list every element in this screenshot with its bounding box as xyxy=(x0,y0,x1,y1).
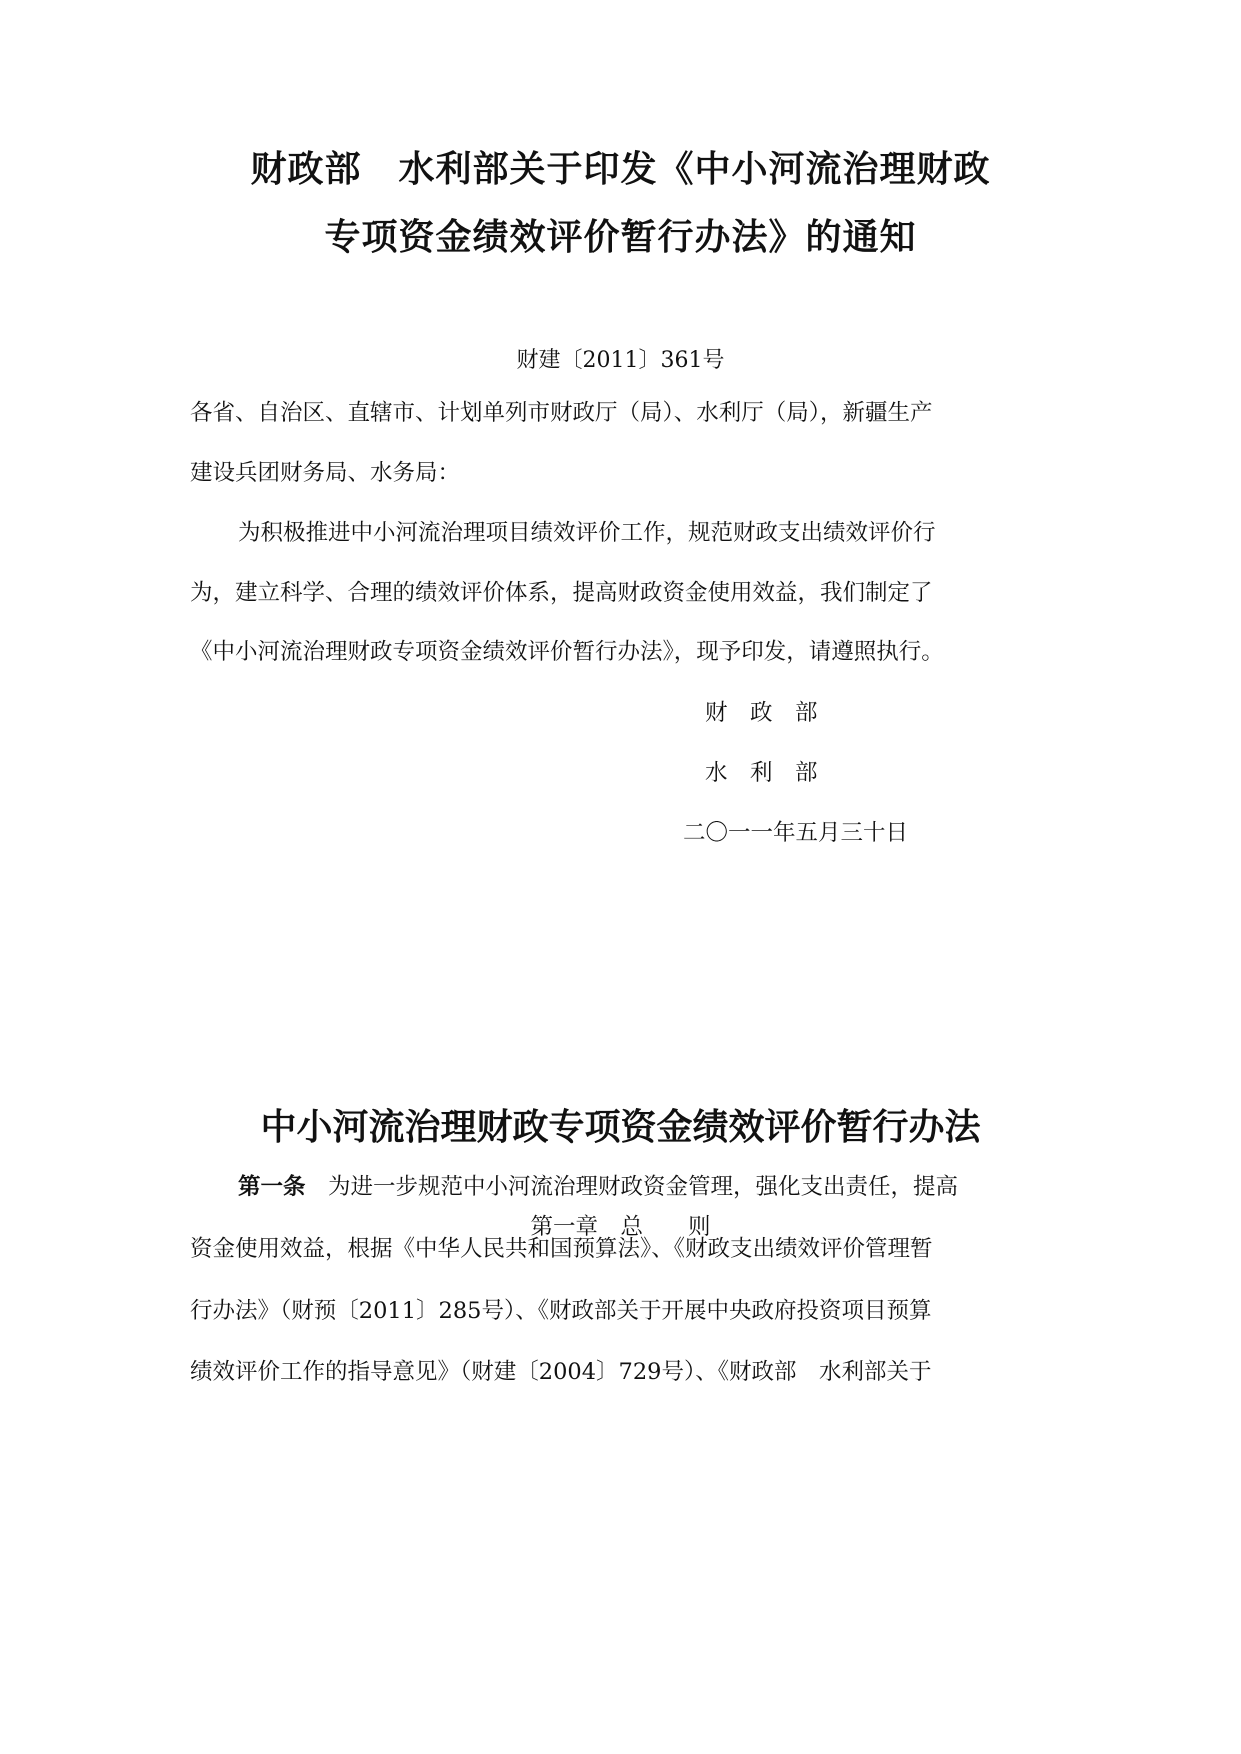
salutation-line2: 建设兵团财务局、水务局： xyxy=(190,460,461,486)
article-label: 第一条 xyxy=(238,1174,306,1200)
signatory-finance-ministry: 财 政 部 xyxy=(705,700,818,726)
salutation-line1: 各省、自治区、直辖市、计划单列市财政厅（局）、水利厅（局），新疆生产 xyxy=(190,400,933,426)
measures-title: 中小河流治理财政专项资金绩效评价暂行办法 xyxy=(260,1107,981,1148)
article1-line3: 行办法》（财预〔2011〕285号）、《财政部关于开展中央政府投资项目预算 xyxy=(190,1298,932,1324)
article1-line4: 绩效评价工作的指导意见》（财建〔2004〕729号）、《财政部 水利部关于 xyxy=(190,1359,932,1385)
notice-body-line3: 《中小河流治理财政专项资金绩效评价暂行办法》，现予印发，请遵照执行。 xyxy=(190,639,944,665)
notice-date: 二〇一一年五月三十日 xyxy=(683,820,909,846)
notice-body-line2: 为，建立科学、合理的绩效评价体系，提高财政资金使用效益，我们制定了 xyxy=(190,580,933,606)
document-number: 财建〔2011〕361号 xyxy=(516,348,725,373)
article1-text: 为进一步规范中小河流治理财政资金管理，强化支出责任，提高 xyxy=(305,1174,959,1200)
article1-line1 xyxy=(238,1172,958,1202)
notice-title-line1: 财政部 水利部关于印发《中小河流治理财政 xyxy=(250,149,991,190)
article1-line2: 资金使用效益，根据《中华人民共和国预算法》、《财政支出绩效评价管理暂 xyxy=(190,1236,933,1262)
notice-title-line2: 专项资金绩效评价暂行办法》的通知 xyxy=(324,217,917,258)
signatory-water-ministry: 水 利 部 xyxy=(705,760,818,786)
notice-body-line1: 为积极推进中小河流治理项目绩效评价工作，规范财政支出绩效评价行 xyxy=(238,520,936,546)
chapter-heading: 第一章 总 则 xyxy=(530,1214,711,1240)
